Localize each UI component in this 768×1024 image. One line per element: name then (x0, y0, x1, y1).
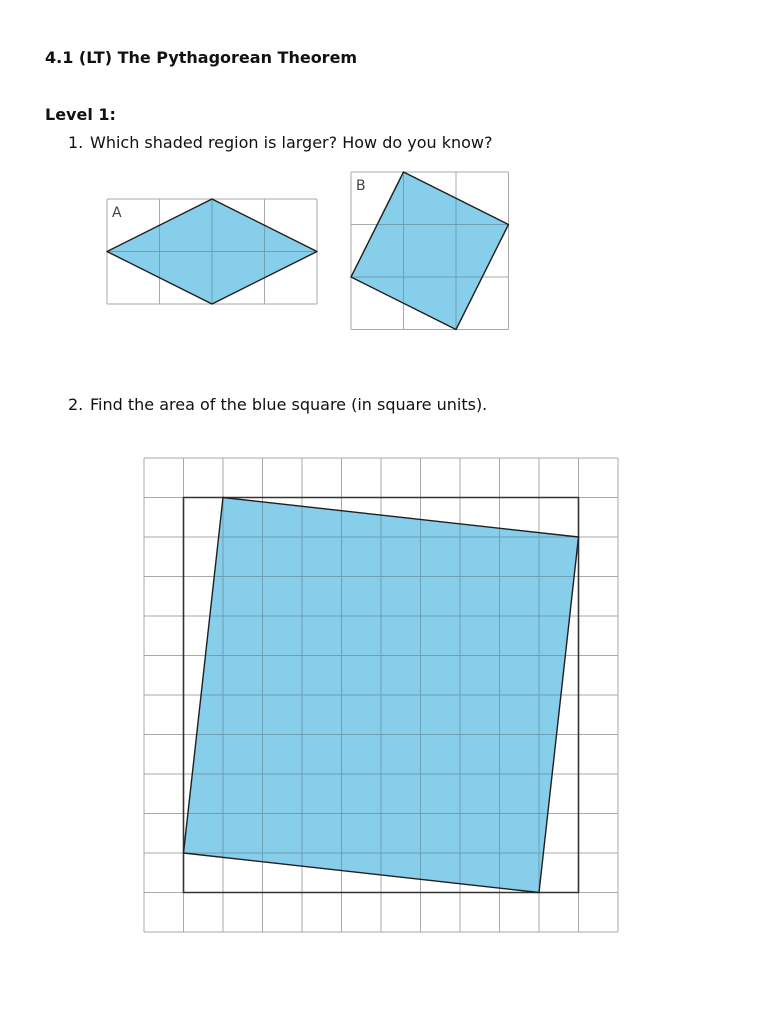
question-text: Find the area of the blue square (in square units). (90, 395, 488, 414)
shape-a-figure (107, 199, 317, 304)
inner-grid (144, 458, 618, 932)
figure-label: B (356, 178, 366, 194)
inner-grid (107, 199, 317, 304)
level-heading: Level 1: (45, 105, 116, 124)
question-number: 1. (68, 133, 84, 152)
blue-square-figure (144, 458, 618, 932)
worksheet-title: 4.1 (LT) The Pythagorean Theorem (45, 48, 358, 67)
shaded-region (351, 172, 509, 330)
figure-label: A (112, 205, 122, 221)
question-number: 2. (68, 395, 84, 414)
question-text: Which shaded region is larger? How do you know? (90, 133, 493, 152)
shape-b-figure (351, 172, 509, 330)
